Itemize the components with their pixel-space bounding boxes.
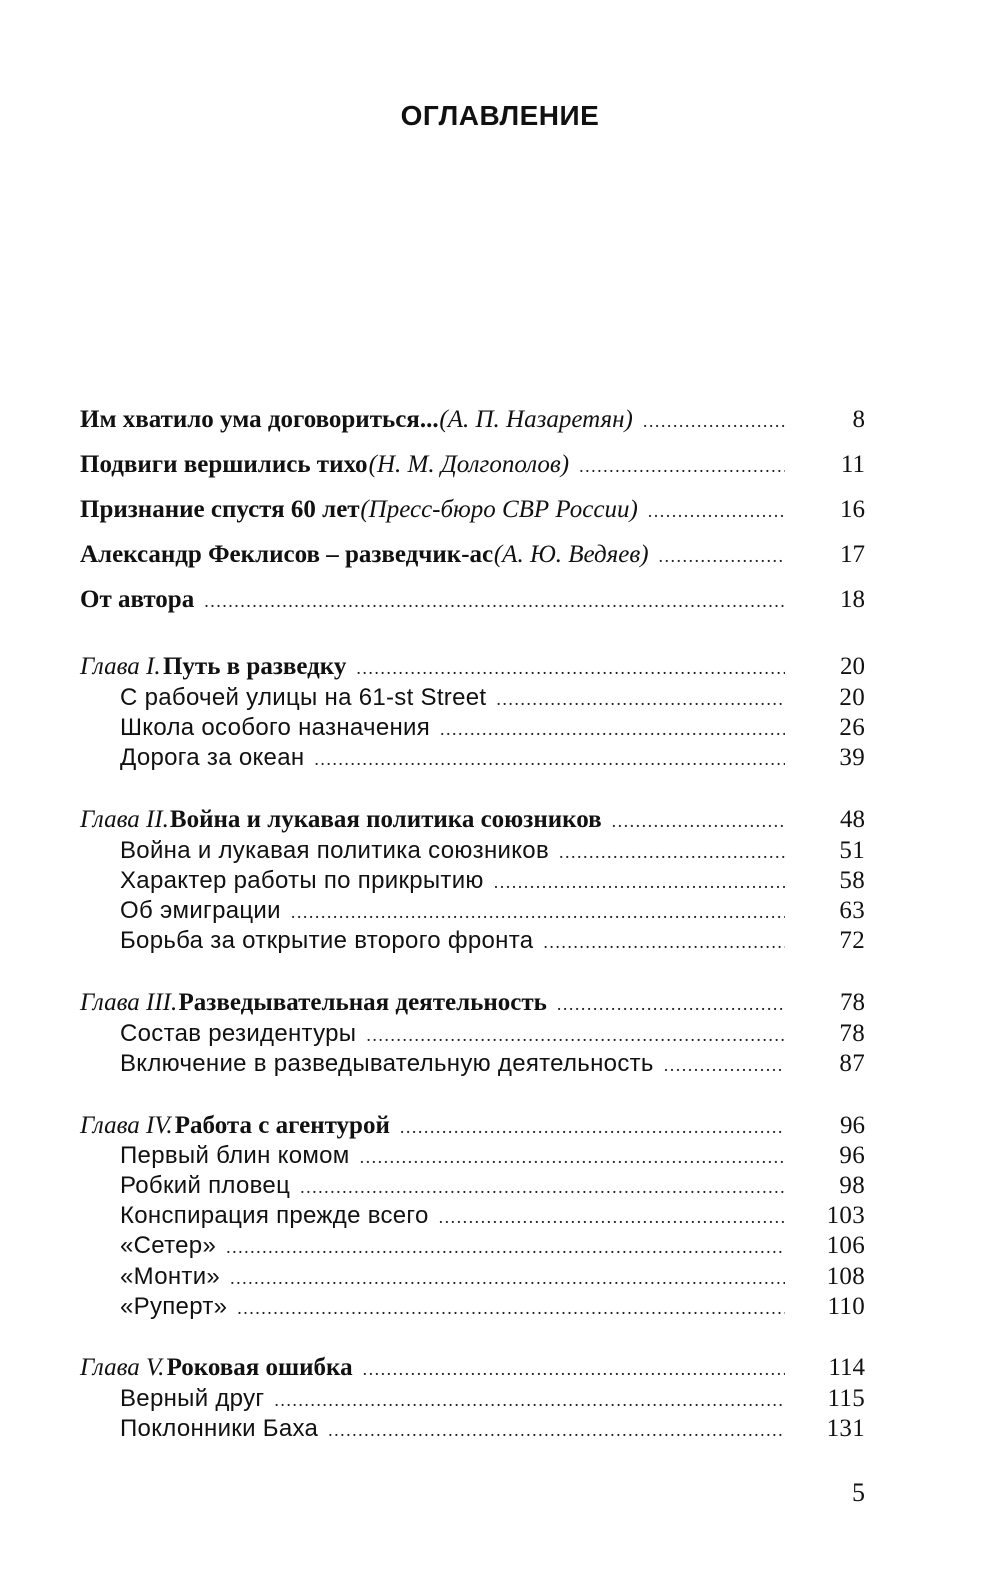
section-title: Робкий пловец <box>120 1172 291 1199</box>
entry-page-number: 131 <box>826 1415 865 1442</box>
dot-leader <box>494 866 785 898</box>
chapter-label: Глава V. <box>80 1354 165 1381</box>
section-title: Состав резидентуры <box>120 1020 357 1047</box>
entry-author: (Пресс-бюро СВР России) <box>360 496 638 523</box>
toc-section[interactable] <box>120 712 865 744</box>
toc-chapter-1[interactable] <box>80 651 865 683</box>
toc-entry-foreword-dolgopolov[interactable] <box>80 449 865 481</box>
toc-entry-author-preface[interactable] <box>80 584 865 616</box>
dot-leader <box>363 1353 785 1385</box>
dot-leader <box>496 683 785 715</box>
dot-leader <box>543 926 785 958</box>
chapter-label: Глава II. <box>80 806 169 833</box>
dot-leader <box>366 1019 785 1051</box>
entry-page-number: 103 <box>826 1202 865 1229</box>
dot-leader <box>274 1384 785 1416</box>
dot-leader <box>328 1414 785 1446</box>
entry-page-number: 108 <box>826 1263 865 1290</box>
toc-entry-foreword-svr[interactable] <box>80 494 865 526</box>
section-title: Война и лукавая политика союзников <box>120 837 549 864</box>
section-title: Борьба за открытие второго фронта <box>120 927 534 954</box>
entry-page-number: 96 <box>839 1142 865 1169</box>
section-title: Включение в разведывательную деятельность <box>120 1050 654 1077</box>
dot-leader <box>230 1262 785 1294</box>
toc-chapter-4[interactable] <box>80 1110 865 1142</box>
entry-page-number: 78 <box>840 989 865 1016</box>
entry-page-number: 110 <box>827 1293 865 1320</box>
toc-section[interactable] <box>120 865 865 897</box>
entry-page-number: 87 <box>839 1050 865 1077</box>
section-title: «Монти» <box>120 1263 221 1290</box>
section-title: Дорога за океан <box>120 744 305 771</box>
entry-page-number: 115 <box>827 1385 865 1412</box>
entry-title: Им хватило ума договориться... <box>80 406 439 433</box>
toc-section[interactable] <box>120 1140 865 1172</box>
toc-section[interactable] <box>120 1170 865 1202</box>
entry-author: (А. Ю. Ведяев) <box>493 541 649 568</box>
toc-section[interactable] <box>120 1261 865 1293</box>
toc-section[interactable] <box>120 682 865 714</box>
dot-leader <box>356 652 785 684</box>
toc-section[interactable] <box>120 742 865 774</box>
entry-page-number: 18 <box>840 586 865 613</box>
entry-page-number: 78 <box>839 1020 865 1047</box>
entry-page-number: 96 <box>840 1112 865 1139</box>
dot-leader <box>648 495 785 527</box>
toc-section[interactable] <box>120 1413 865 1445</box>
section-title: Верный друг <box>120 1385 265 1412</box>
entry-page-number: 8 <box>852 406 865 433</box>
entry-title: Признание спустя 60 лет <box>80 496 360 523</box>
entry-page-number: 72 <box>839 927 865 954</box>
entry-page-number: 26 <box>839 714 865 741</box>
toc-section[interactable] <box>120 835 865 867</box>
dot-leader <box>360 1141 785 1173</box>
dot-leader <box>659 540 785 572</box>
entry-page-number: 16 <box>840 496 865 523</box>
chapter-title: Война и лукавая политика союзников <box>169 806 602 833</box>
dot-leader <box>300 1171 785 1203</box>
section-title: «Сетер» <box>120 1232 217 1259</box>
toc-section[interactable] <box>120 1230 865 1262</box>
entry-page-number: 48 <box>840 806 865 833</box>
chapter-title: Путь в разведку <box>162 653 347 680</box>
dot-leader <box>439 1201 785 1233</box>
chapter-label: Глава IV. <box>80 1112 173 1139</box>
entry-page-number: 63 <box>839 897 865 924</box>
entry-title: Александр Феклисов – разведчик-ас <box>80 541 494 568</box>
toc-section[interactable] <box>120 1018 865 1050</box>
chapter-label: Глава III. <box>80 989 178 1016</box>
entry-page-number: 11 <box>840 451 865 478</box>
toc-chapter-2[interactable] <box>80 804 865 836</box>
section-title: Поклонники Баха <box>120 1415 319 1442</box>
section-title: Характер работы по прикрытию <box>120 867 484 894</box>
entry-page-number: 20 <box>839 684 865 711</box>
toc-chapter-3[interactable] <box>80 987 865 1019</box>
dot-leader <box>664 1049 785 1081</box>
dot-leader <box>559 836 785 868</box>
section-title: Конспирация прежде всего <box>120 1202 429 1229</box>
entry-page-number: 51 <box>839 837 865 864</box>
toc-section[interactable] <box>120 925 865 957</box>
entry-page-number: 17 <box>840 541 865 568</box>
chapter-label: Глава I. <box>80 653 161 680</box>
entry-author: (А. П. Назаретян) <box>439 406 633 433</box>
dot-leader <box>237 1292 785 1324</box>
page-title: ОГЛАВЛЕНИЕ <box>400 100 600 131</box>
dot-leader <box>204 585 785 617</box>
entry-page-number: 98 <box>839 1172 865 1199</box>
toc-section[interactable] <box>120 895 865 927</box>
dot-leader <box>612 805 785 837</box>
page-number: 5 <box>852 1478 865 1507</box>
entry-page-number: 106 <box>826 1232 865 1259</box>
entry-title: Подвиги вершились тихо <box>80 451 368 478</box>
entry-author: (Н. М. Долгополов) <box>368 451 570 478</box>
dot-leader <box>314 743 785 775</box>
section-title: Об эмиграции <box>120 897 281 924</box>
entry-page-number: 58 <box>839 867 865 894</box>
toc-section[interactable] <box>120 1200 865 1232</box>
section-title: «Руперт» <box>120 1293 228 1320</box>
toc-section[interactable] <box>120 1383 865 1415</box>
dot-leader <box>226 1231 785 1263</box>
dot-leader <box>643 405 785 437</box>
entry-page-number: 20 <box>840 653 865 680</box>
toc-entry-foreword-vedyaev[interactable] <box>80 539 865 571</box>
dot-leader <box>579 450 785 482</box>
dot-leader <box>557 988 785 1020</box>
dot-leader <box>291 896 785 928</box>
entry-page-number: 114 <box>828 1354 865 1381</box>
section-title: Школа особого назначения <box>120 714 431 741</box>
toc-section[interactable] <box>120 1048 865 1080</box>
toc-chapter-5[interactable] <box>80 1352 865 1384</box>
toc-entry-foreword-nazaretyan[interactable] <box>80 404 865 436</box>
entry-title: От автора <box>80 586 195 613</box>
dot-leader <box>440 713 785 745</box>
entry-page-number: 39 <box>839 744 865 771</box>
chapter-title: Роковая ошибка <box>166 1354 353 1381</box>
section-title: С рабочей улицы на 61-st Street <box>120 684 487 711</box>
toc-section[interactable] <box>120 1291 865 1323</box>
chapter-title: Разведывательная деятельность <box>178 989 547 1016</box>
section-title: Первый блин комом <box>120 1142 350 1169</box>
dot-leader <box>400 1111 785 1143</box>
chapter-title: Работа с агентурой <box>174 1112 390 1139</box>
